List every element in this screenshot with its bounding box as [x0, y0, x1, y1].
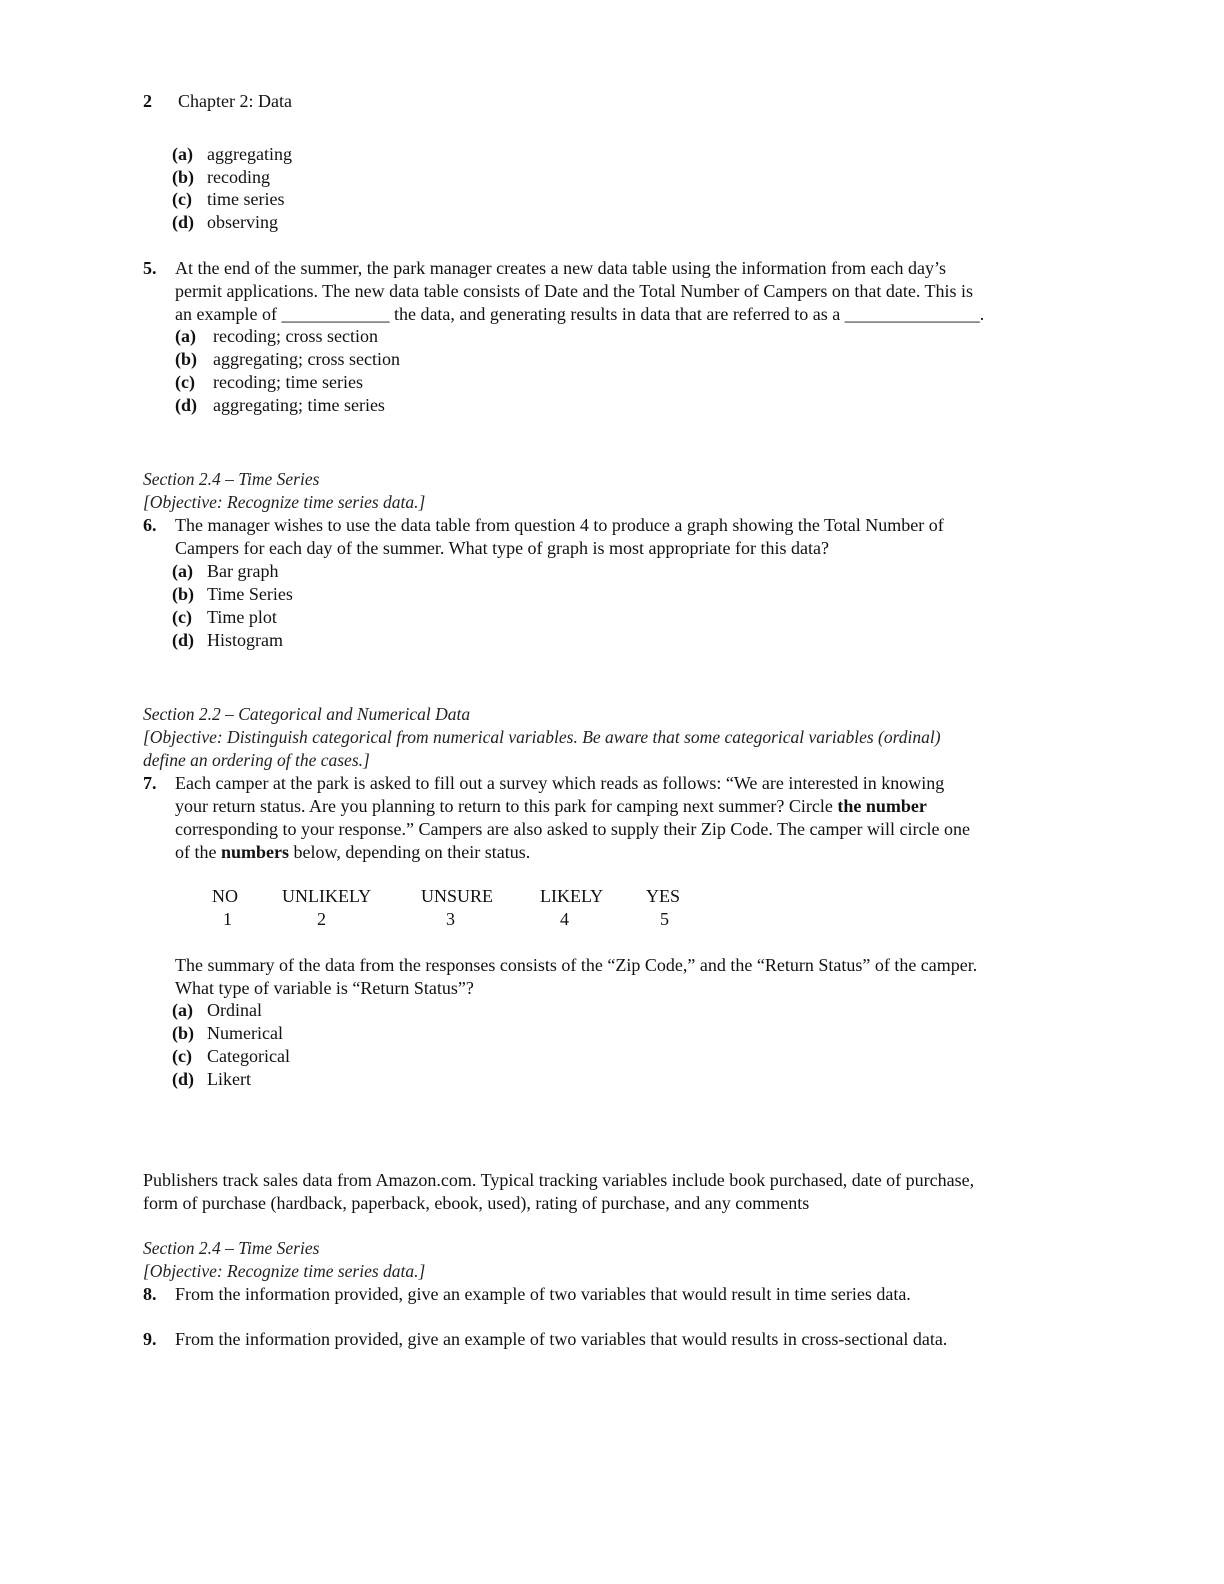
- option-text: observing: [207, 212, 278, 232]
- option-text: aggregating: [207, 144, 292, 164]
- scale-label: UNLIKELY: [282, 886, 372, 906]
- option-text: Numerical: [207, 1023, 283, 1043]
- question-number: 6.: [143, 515, 157, 535]
- option-label: (a): [175, 326, 196, 346]
- objective: [Objective: Recognize time series data.]: [143, 492, 426, 512]
- scale-value: 2: [317, 909, 326, 929]
- scale-value: 4: [560, 909, 569, 929]
- question-text: corresponding to your response.” Campers are also asked to supply their Zip Code. The camper will circle one: [175, 819, 970, 839]
- question-9-text: From the information provided, give an example of two variables that would results in cross-sectional data.: [175, 1329, 948, 1349]
- question-text: The summary of the data from the responses consists of the “Zip Code,” and the “Return Status” of the camper.: [175, 955, 978, 975]
- option-label: (a): [172, 1000, 193, 1020]
- option-text: Time plot: [207, 607, 277, 627]
- option-label: (d): [172, 1069, 194, 1089]
- option-text: Ordinal: [207, 1000, 262, 1020]
- option-label: (b): [172, 584, 194, 604]
- option-text: Categorical: [207, 1046, 290, 1066]
- objective: define an ordering of the cases.]: [143, 750, 370, 770]
- section-heading: Section 2.4 – Time Series: [143, 1238, 320, 1258]
- option-label: (d): [172, 630, 194, 650]
- question-number: 7.: [143, 773, 157, 793]
- option-label: (b): [175, 349, 197, 369]
- question-text: [175, 841, 530, 864]
- objective: [Objective: Distinguish categorical from numerical variables. Be aware that some categorical variables (ordinal): [143, 727, 941, 747]
- option-text: Histogram: [207, 630, 283, 650]
- option-label: (c): [172, 607, 192, 627]
- option-text: aggregating; cross section: [213, 349, 400, 369]
- question-text: At the end of the summer, the park manager creates a new data table using the information from each day’s: [175, 258, 946, 278]
- question-text: What type of variable is “Return Status”?: [175, 978, 474, 998]
- option-text: recoding; time series: [213, 372, 363, 392]
- option-label: (d): [172, 212, 194, 232]
- scale-label: LIKELY: [540, 886, 604, 906]
- question-text: Each camper at the park is asked to fill out a survey which reads as follows: “We are interested in knowing: [175, 773, 945, 793]
- question-text: permit applications. The new data table consists of Date and the Total Number of Campers on that date. This is: [175, 281, 974, 301]
- page-number: 2: [143, 91, 152, 111]
- option-label: (c): [175, 372, 195, 392]
- option-label: (a): [172, 561, 193, 581]
- question-number: 5.: [143, 258, 157, 278]
- question-number: 9.: [143, 1329, 157, 1349]
- question-text: Campers for each day of the summer. What type of graph is most appropriate for this data?: [175, 538, 829, 558]
- section-heading: Section 2.2 – Categorical and Numerical Data: [143, 704, 471, 724]
- scale-value: 5: [660, 909, 669, 929]
- option-label: (a): [172, 144, 193, 164]
- scale-label: YES: [646, 886, 681, 906]
- option-text: Bar graph: [207, 561, 279, 581]
- question-8-text: From the information provided, give an example of two variables that would result in time series data.: [175, 1284, 911, 1304]
- option-text: time series: [207, 189, 285, 209]
- question-text: [175, 795, 927, 818]
- bold-text: the number: [837, 796, 927, 816]
- section-heading: Section 2.4 – Time Series: [143, 469, 320, 489]
- chapter-title: Chapter 2: Data: [178, 91, 292, 111]
- text: of the: [175, 842, 221, 862]
- scale-value: 3: [446, 909, 455, 929]
- option-label: (c): [172, 1046, 192, 1066]
- objective: [Objective: Recognize time series data.]: [143, 1261, 426, 1281]
- bold-text: numbers: [220, 842, 289, 862]
- option-label: (d): [175, 395, 197, 415]
- option-label: (c): [172, 189, 192, 209]
- scale-label: UNSURE: [421, 886, 494, 906]
- text: below, depending on their status.: [289, 842, 531, 862]
- intro-paragraph: Publishers track sales data from Amazon.com. Typical tracking variables include book purchased, date of purchase,: [143, 1170, 975, 1190]
- scale-label: NO: [212, 886, 238, 906]
- option-text: recoding; cross section: [213, 326, 378, 346]
- option-label: (b): [172, 167, 194, 187]
- question-text: The manager wishes to use the data table from question 4 to produce a graph showing the Total Number of: [175, 515, 944, 535]
- option-text: Time Series: [207, 584, 293, 604]
- option-label: (b): [172, 1023, 194, 1043]
- option-text: Likert: [207, 1069, 251, 1089]
- question-text: an example of ____________ the data, and generating results in data that are referred to as a _______________.: [175, 304, 985, 324]
- option-text: recoding: [207, 167, 270, 187]
- text: your return status. Are you planning to return to this park for camping next summer? Circle: [175, 796, 838, 816]
- intro-paragraph: form of purchase (hardback, paperback, ebook, used), rating of purchase, and any comments: [143, 1193, 810, 1213]
- option-text: aggregating; time series: [213, 395, 385, 415]
- question-number: 8.: [143, 1284, 157, 1304]
- scale-value: 1: [223, 909, 232, 929]
